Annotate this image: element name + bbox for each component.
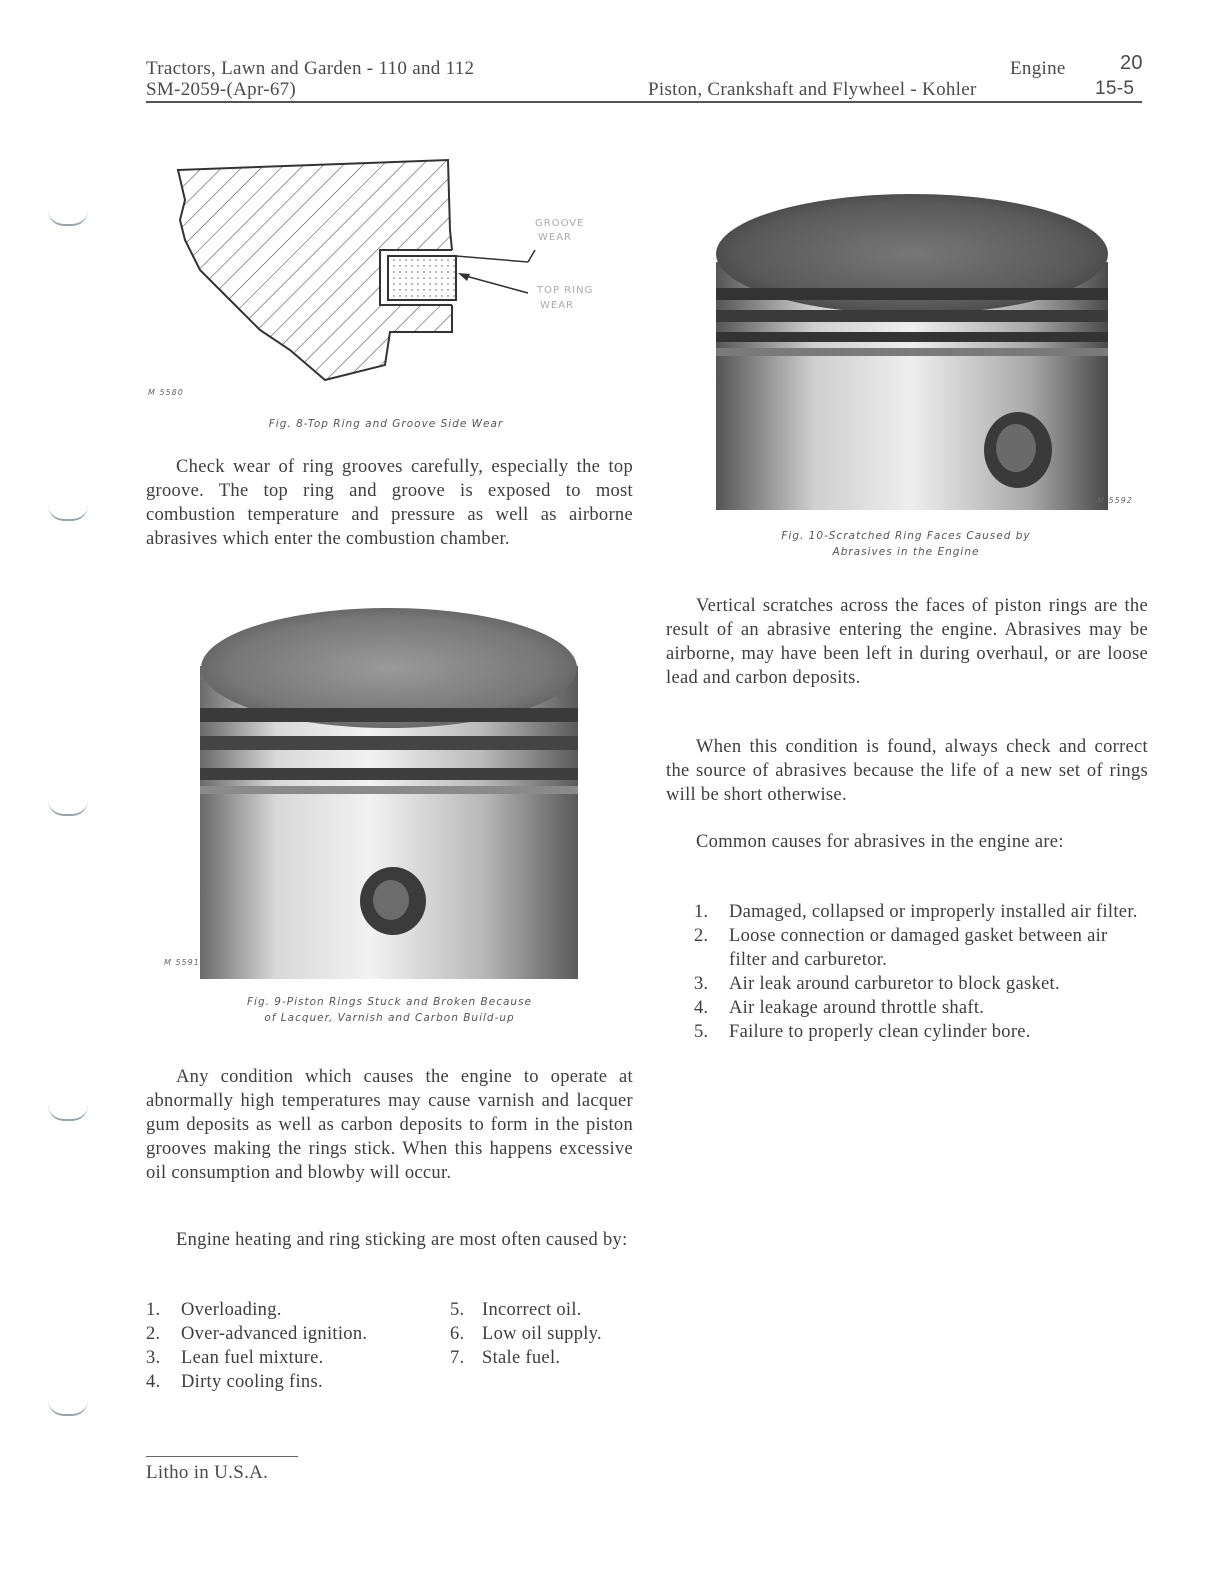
fig8-label-groove-1: GROOVE — [535, 218, 585, 229]
header-left-line2: SM-2059-(Apr-67) — [146, 79, 297, 100]
paragraph-any-condition — [146, 1065, 633, 1185]
paragraph-when-found — [666, 735, 1148, 807]
paragraph-vertical-scratches-text: Vertical scratches across the faces of piston rings are the result of an abrasive entering the engine. Abrasives may be airborne, may have been left in during overhaul, or are loose lead and carbon deposits. — [666, 596, 1148, 688]
fig9-code: M 5591 — [164, 958, 200, 967]
fig10-piston-photo — [716, 192, 1114, 510]
list-item: 3. Air leak around carburetor to block gasket. — [694, 974, 1060, 994]
list-item: 3. Lean fuel mixture. — [146, 1348, 324, 1368]
fig8-caption: Fig. 8-Top Ring and Groove Side Wear — [268, 418, 504, 430]
fig10-code: M 5592 — [1097, 496, 1133, 505]
binder-hole-mark — [48, 1105, 88, 1121]
paragraph-common-causes — [666, 830, 1148, 854]
paragraph-check-wear-text: Check wear of ring grooves carefully, especially the top groove. The top ring and groove is exposed to most combustion temperature and pressure as well as airborne abrasives which enter the combustion chamber. — [146, 457, 633, 549]
header-page-number: 20 — [1120, 52, 1143, 74]
paragraph-common-causes-text: Common causes for abrasives in the engine are: — [696, 832, 1064, 852]
ring-groove-wear-diagram — [140, 150, 640, 400]
header-page-ref: 15-5 — [1095, 78, 1135, 99]
paragraph-when-found-text: When this condition is found, always check and correct the source of abrasives because the life of a new set of rings will be short otherwise. — [666, 737, 1148, 805]
list-item: 2. Over-advanced ignition. — [146, 1324, 368, 1344]
binder-hole-mark — [48, 505, 88, 521]
footer-litho: Litho in U.S.A. — [146, 1462, 269, 1483]
fig9-caption-line2: of Lacquer, Varnish and Carbon Build-up — [264, 1012, 515, 1024]
paragraph-check-wear — [146, 455, 633, 551]
heating-causes-list-left — [146, 1298, 446, 1394]
binder-hole-mark — [48, 800, 88, 816]
list-item: 2. Loose connection or damaged gasket between air filter and carburetor. — [694, 926, 1108, 970]
list-item: 7. Stale fuel. — [450, 1348, 561, 1368]
paragraph-any-condition-text: Any condition which causes the engine to operate at abnormally high temperatures may cause varnish and lacquer gum deposits as well as carbon deposits to form in the piston grooves making the rings stick. When this happens excessive oil consumption and blowby will occur. — [146, 1067, 633, 1183]
fig8-code: M 5580 — [148, 388, 184, 397]
list-item: 4. Air leakage around throttle shaft. — [694, 998, 985, 1018]
fig8-label-ring-2: WEAR — [540, 300, 574, 311]
list-item: 1. Damaged, collapsed or improperly installed air filter. — [694, 902, 1138, 922]
fig8-label-ring-1: TOP RING — [537, 285, 594, 296]
list-item: 1. Overloading. — [146, 1300, 282, 1320]
fig9-caption-line1: Fig. 9-Piston Rings Stuck and Broken Because — [246, 996, 532, 1008]
heating-causes-list-right — [450, 1298, 650, 1370]
header-section: Engine — [1010, 58, 1066, 79]
binder-hole-mark — [48, 1400, 88, 1416]
binder-hole-mark — [48, 210, 88, 226]
header-rule — [146, 101, 1142, 103]
fig10-caption-line1: Fig. 10-Scratched Ring Faces Caused by — [781, 530, 1031, 542]
paragraph-engine-heating — [146, 1228, 633, 1252]
paragraph-vertical-scratches — [666, 594, 1148, 690]
header-left-line1: Tractors, Lawn and Garden - 110 and 112 — [146, 58, 475, 79]
fig10-caption-line2: Abrasives in the Engine — [832, 546, 980, 558]
paragraph-engine-heating-text: Engine heating and ring sticking are most often caused by: — [176, 1230, 628, 1250]
header-subsection: Piston, Crankshaft and Flywheel - Kohler — [648, 79, 977, 100]
list-item: 5. Failure to properly clean cylinder bore. — [694, 1022, 1031, 1042]
list-item: 6. Low oil supply. — [450, 1324, 602, 1344]
footer-rule — [146, 1456, 298, 1457]
list-item: 5. Incorrect oil. — [450, 1300, 582, 1320]
fig9-piston-photo — [198, 596, 580, 979]
fig8-label-groove-2: WEAR — [538, 232, 572, 243]
list-item: 4. Dirty cooling fins. — [146, 1372, 323, 1392]
abrasive-causes-list — [694, 900, 1148, 1044]
